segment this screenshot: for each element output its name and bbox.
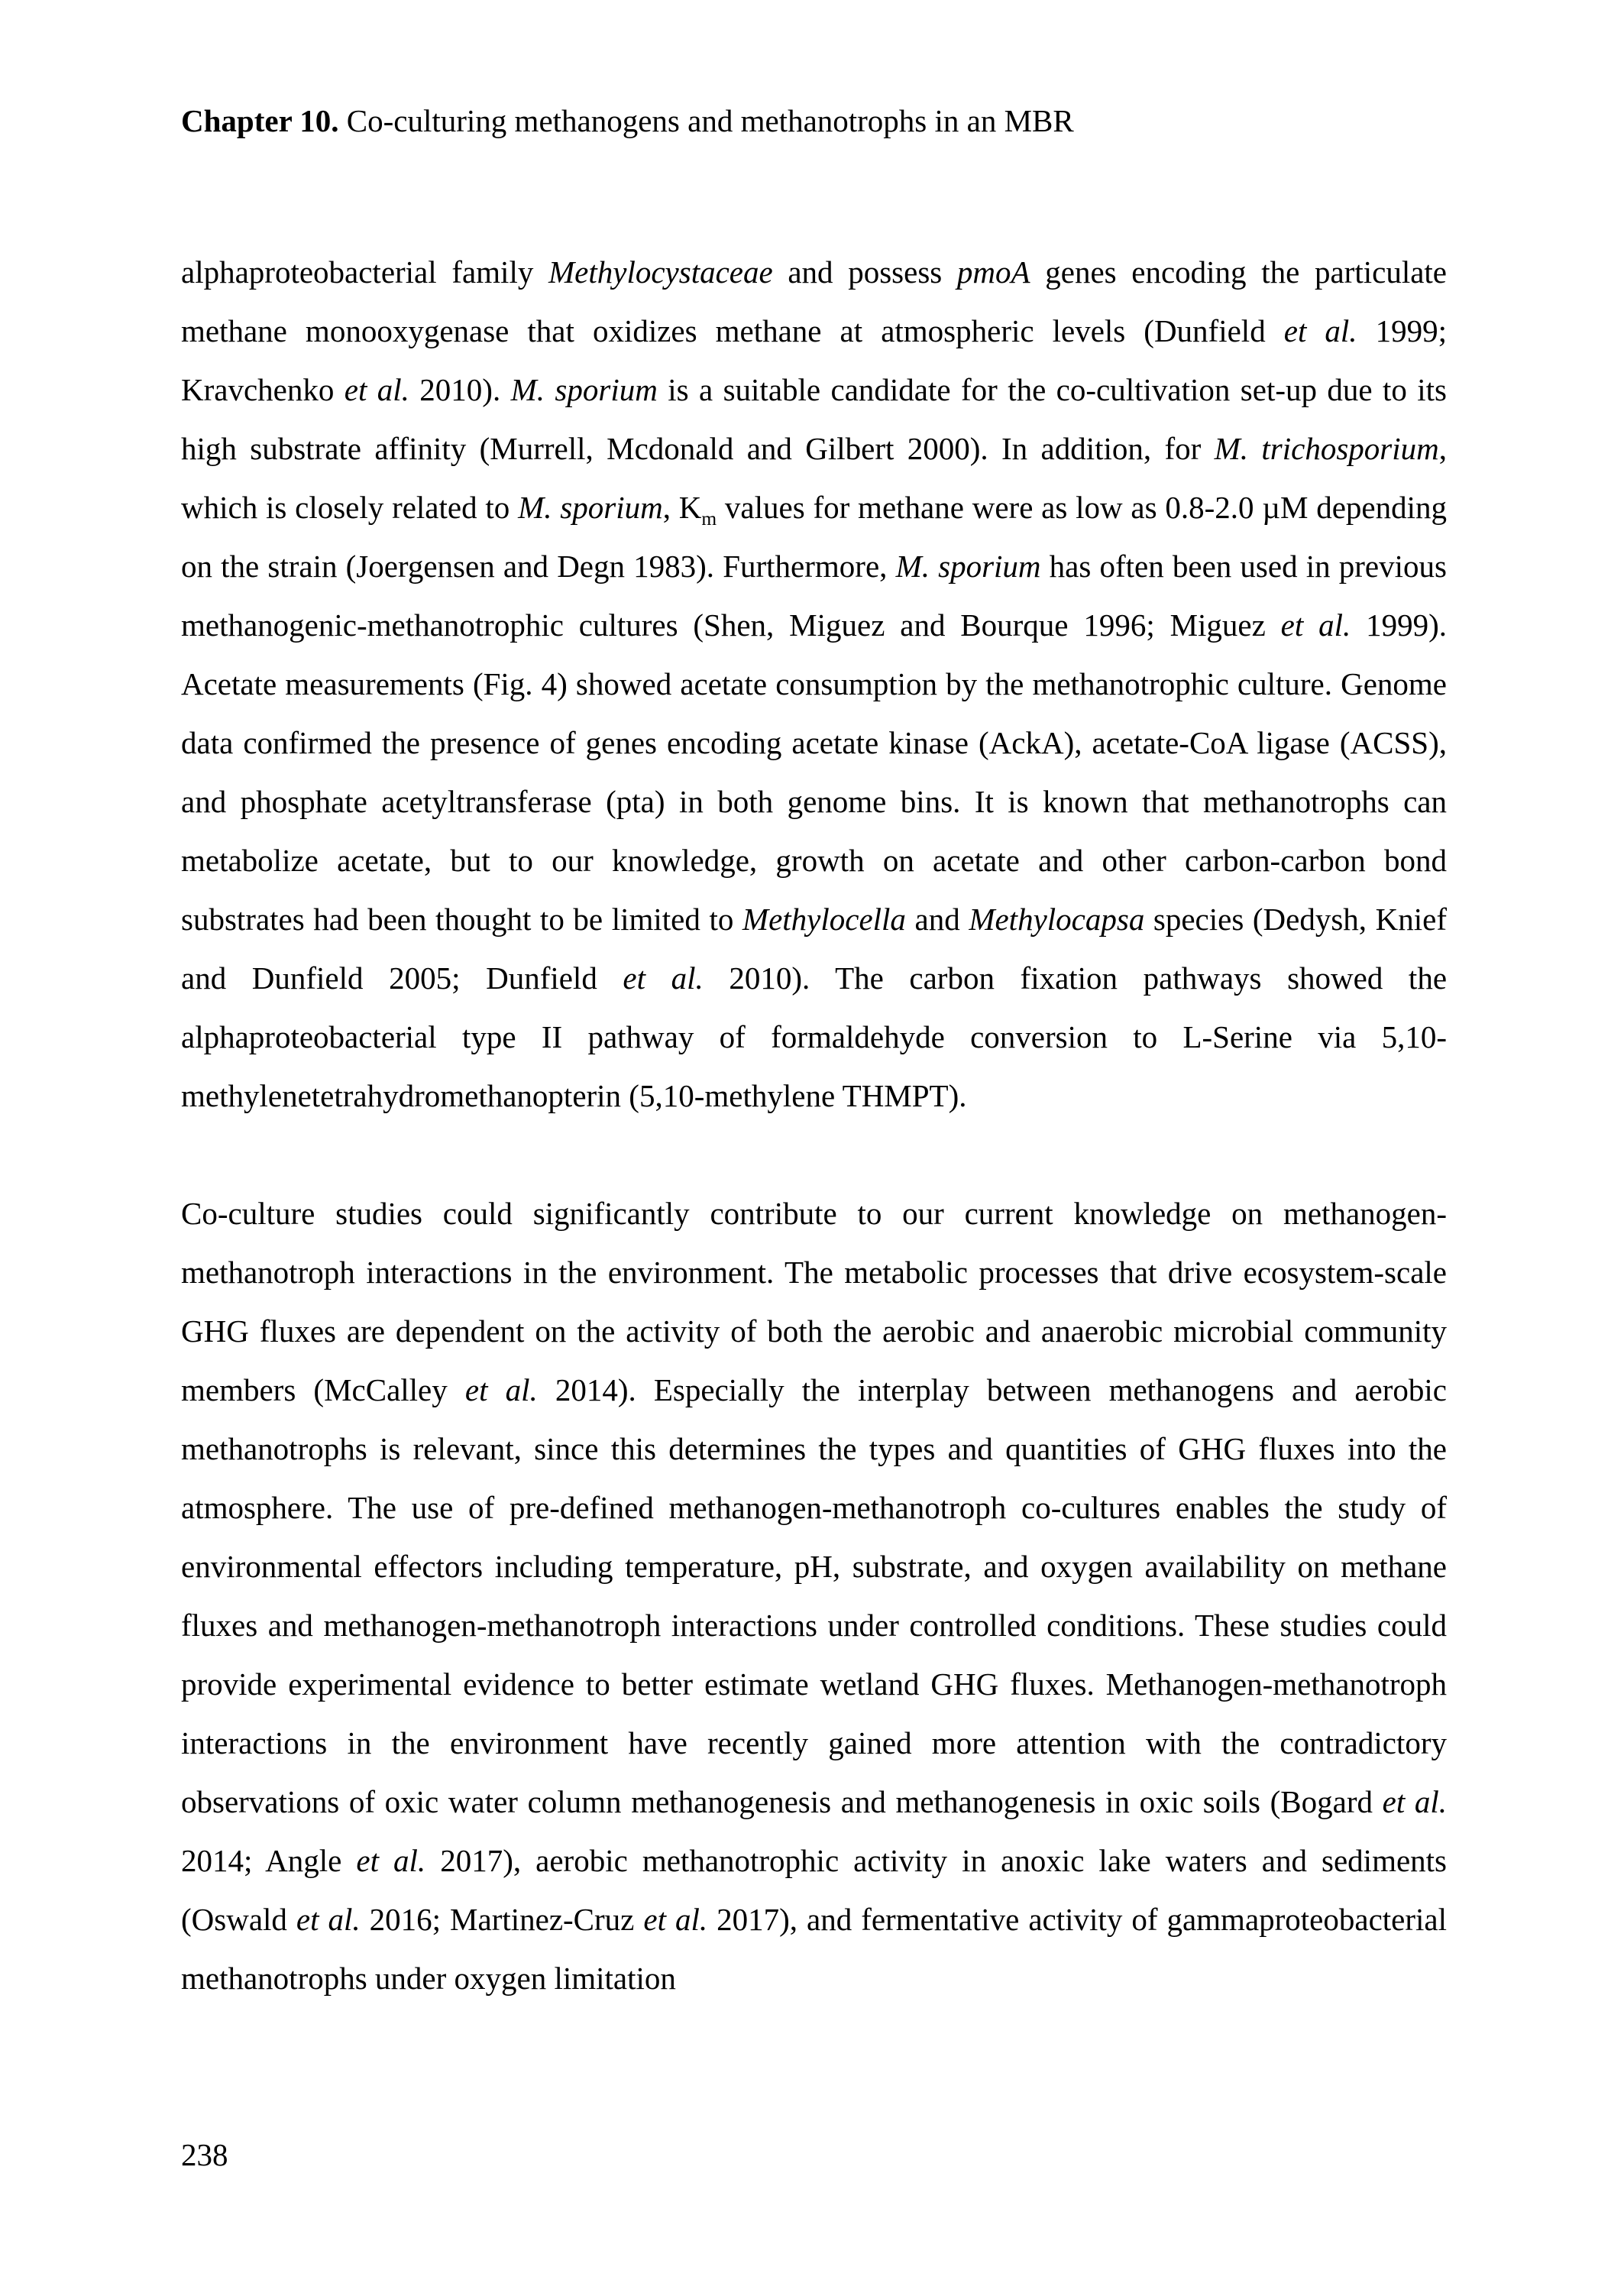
text-run: species (Dedysh, Knief and Dunfield 2005; Dunfield <box>181 902 1447 996</box>
text-run: is a suitable candidate for the co-cultivation set-up due to its high substrate affinity (Murrell, Mcdonald and Gilbert 2000). In addition, for <box>181 372 1448 466</box>
italic-text: et al. <box>1382 1784 1447 1819</box>
italic-text: et al. <box>1283 313 1357 348</box>
italic-text: pmoA <box>956 254 1030 290</box>
italic-text: et al. <box>464 1372 538 1407</box>
paragraph <box>181 1184 1447 2008</box>
italic-text: Methylocystaceae <box>548 254 773 290</box>
italic-text: et al. <box>344 372 409 407</box>
italic-text: M. trichosporium <box>1214 431 1439 466</box>
text-run: values for methane were as low as 0.8-2.0 µM depending on the strain (Joergensen and Degn 1983). Furthermore, <box>181 490 1447 584</box>
text-run: 1999). Acetate measurements (Fig. 4) showed acetate consumption by the methanotrophic culture. Genome data confirmed the presence of genes encoding acetate kinase (AckA), acetate-CoA ligase (ACSS), and phosphate acetyltransferase (pta) in both genome bins. It is known that methanotrophs can metabolize acetate, but to our knowledge, growth on acetate and other carbon-carbon bond substrates had been thought to be limited to <box>181 607 1448 937</box>
italic-text: M. sporium <box>518 490 663 525</box>
italic-text: Methylocapsa <box>969 902 1145 937</box>
text-run: , which is closely related to <box>181 431 1447 525</box>
italic-text: et al. <box>643 1902 708 1937</box>
text-run: 1999; Kravchenko <box>181 313 1447 407</box>
text-run: 2010). The carbon fixation pathways showed the alphaproteobacterial type II pathway of formaldehyde conversion to L-Serine via 5,10-methylenetetrahydromethanopterin (5,10-methylene THMPT). <box>181 960 1448 1113</box>
paragraph <box>181 243 1447 1125</box>
text-run: genes encoding the particulate methane monooxygenase that oxidizes methane at atmospheric levels (Dunfield <box>181 254 1447 348</box>
text-run: 2017), and fermentative activity of gammaproteobacterial methanotrophs under oxygen limitation <box>181 1902 1447 1996</box>
text-run: and possess <box>772 254 957 290</box>
text-run: 2014). Especially the interplay between methanogens and aerobic methanotrophs is relevant, since this determines the types and quantities of GHG fluxes into the atmosphere. The use of pre-defined methanogen-methanotroph co-cultures enables the study of environmental effectors including temperature, pH, substrate, and oxygen availability on methane fluxes and methanogen-methanotroph interactions under controlled conditions. These studies could provide experimental evidence to better estimate wetland GHG fluxes. Methanogen-methanotroph interactions in the environment have recently gained more attention with the contradictory observations of oxic water column methanogenesis and methanogenesis in oxic soils (Bogard <box>181 1372 1447 1819</box>
subscript-text: m <box>701 508 717 530</box>
page-number: 238 <box>181 2137 228 2172</box>
text-run: Co-culture studies could significantly contribute to our current knowledge on methanogen-methanotroph interactions in the environment. The metabolic processes that drive ecosystem-scale GHG fluxes are dependent on the activity of both the aerobic and anaerobic microbial community members (McCalley <box>181 1196 1447 1407</box>
italic-text: M. sporium <box>510 372 658 407</box>
text-run: , K <box>662 490 702 525</box>
text-run: has often been used in previous methanogenic-methanotrophic cultures (Shen, Miguez and Bourque 1996; Miguez <box>181 549 1447 643</box>
italic-text: et al. <box>356 1843 426 1878</box>
italic-text: et al. <box>1280 607 1351 643</box>
italic-text: M. sporium <box>895 549 1041 584</box>
body-text <box>181 243 1447 2008</box>
italic-text: Methylocella <box>742 902 906 937</box>
italic-text: et al. <box>296 1902 361 1937</box>
text-run: 2010). <box>409 372 511 407</box>
text-run: and <box>905 902 969 937</box>
chapter-title: Co-culturing methanogens and methanotrophs in an MBR <box>346 103 1074 138</box>
text-run: 2014; Angle <box>181 1843 357 1878</box>
running-header <box>181 102 1074 140</box>
text-run: 2016; Martinez-Cruz <box>360 1902 644 1937</box>
text-run: alphaproteobacterial family <box>181 254 549 290</box>
text-run: 2017), aerobic methanotrophic activity in anoxic lake waters and sediments (Oswald <box>181 1843 1448 1937</box>
chapter-label: Chapter 10. <box>181 103 339 138</box>
italic-text: et al. <box>623 960 704 996</box>
